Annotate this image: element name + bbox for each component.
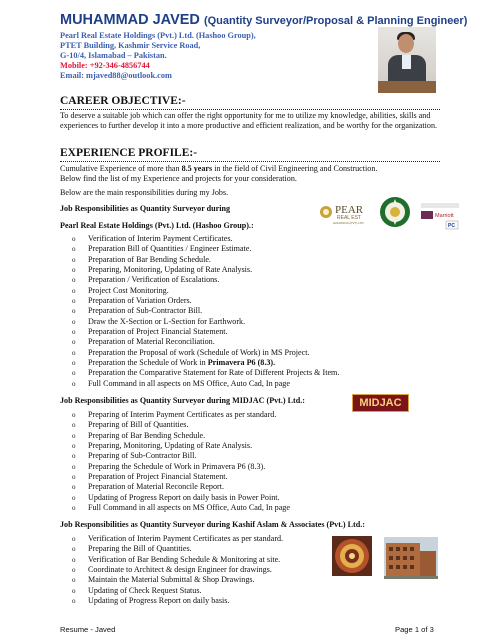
pearl-logo-sub: REAL EST xyxy=(337,215,361,221)
contact-line: G-10/4, Islamabad – Pakistan. xyxy=(60,51,167,60)
list-item: o Preparing the Bill of Quantities. xyxy=(72,544,283,554)
experience-text-before: Cumulative Experience of more than xyxy=(60,164,182,173)
job3-list xyxy=(72,534,283,606)
list-item: o Preparation of Project Financial Statement. xyxy=(72,472,290,482)
list-item: o Preparing, Monitoring, Updating of Rate Analysis. xyxy=(72,265,339,275)
experience-line2: Below find the list of my Experience and projects for your consideration. xyxy=(60,174,297,184)
list-item: o Verification of Interim Payment Certificates as per standard. xyxy=(72,534,283,544)
list-item: o Updating of Check Request Status. xyxy=(72,586,283,596)
career-objective-heading: CAREER OBJECTIVE:- xyxy=(60,95,440,110)
list-item: o Maintain the Material Submittal & Shop Drawings. xyxy=(72,575,283,585)
experience-profile-heading: EXPERIENCE PROFILE:- xyxy=(60,147,440,162)
name-text: MUHAMMAD JAVED xyxy=(60,12,200,28)
list-item: o Verification of Interim Payment Certificates. xyxy=(72,234,339,244)
job1-company: Pearl Real Estate Holdings (Pvt.) Ltd. (Hashoo Group).: xyxy=(60,221,254,230)
experience-summary xyxy=(60,164,444,184)
experience-years: 8.5 years xyxy=(181,164,213,173)
midjac-logo xyxy=(352,394,409,412)
job2-list xyxy=(72,410,290,513)
building-photo xyxy=(384,537,438,579)
list-item: o Coordinate to Architect & design Engineer for drawings. xyxy=(72,565,283,575)
pearl-logo-text: PEAR xyxy=(335,204,364,216)
email-address: Email: mjaved88@outlook.com xyxy=(60,71,172,80)
list-item-text: Preparation the Schedule of Work in xyxy=(88,358,208,368)
contact-line: Pearl Real Estate Holdings (Pvt.) Ltd. (Hashoo Group), xyxy=(60,31,256,40)
role-text: (Quantity Surveyor/Proposal & Planning Engineer) xyxy=(203,15,468,27)
list-item: o Preparing, Monitoring, Updating of Rate Analysis. xyxy=(72,441,290,451)
footer-left: Resume - Javed xyxy=(60,625,116,634)
list-item: o Preparing of Sub-Contractor Bill. xyxy=(72,451,290,461)
list-item: o Preparation of Project Financial Statement. xyxy=(72,327,339,337)
list-item xyxy=(72,358,339,368)
marriott-logo-text: Marriott xyxy=(435,213,454,219)
list-item: o Full Command in all aspects on MS Office, Auto Cad, In page xyxy=(72,503,290,513)
experience-text-after: in the field of Civil Engineering and Construction. xyxy=(212,164,378,173)
list-item: o Preparation the Comparative Statement for Rate of Different Projects & Item. xyxy=(72,368,339,378)
list-item: o Updating of Progress Report on daily basis. xyxy=(72,596,283,606)
list-item: o Preparation / Verification of Escalations. xyxy=(72,275,339,285)
footer-page-number: Page 1 of 3 xyxy=(395,625,434,634)
list-item: o Project Cost Monitoring. xyxy=(72,286,339,296)
hotel-logos xyxy=(420,202,460,230)
pearl-logo xyxy=(318,201,373,225)
list-item: o Draw the X-Section or L-Section for Earthwork. xyxy=(72,317,339,327)
list-item: o Preparation of Variation Orders. xyxy=(72,296,339,306)
job3-heading: Job Responsibilities as Quantity Surveyor during Kashif Aslam & Associates (Pvt.) Ltd.: xyxy=(60,520,365,529)
contact-line: PTET Building, Kashmir Service Road, xyxy=(60,41,201,50)
list-item: o Preparing of Bill of Quantities. xyxy=(72,420,290,430)
list-item: o Preparation Bill of Quantities / Engineer Estimate. xyxy=(72,244,339,254)
profile-photo xyxy=(378,27,436,93)
ornament-image xyxy=(332,536,372,576)
list-item: o Preparation of Sub-Contractor Bill. xyxy=(72,306,339,316)
job1-heading: Job Responsibilities as Quantity Surveyor during xyxy=(60,204,231,213)
pc-logo-text: PC xyxy=(448,223,455,229)
green-seal-logo xyxy=(378,195,412,229)
midjac-logo-text: MIDJAC xyxy=(359,397,402,409)
list-item: o Updating of Progress Report on daily basis in Power Point. xyxy=(72,493,290,503)
list-item: o Preparation of Bar Bending Schedule. xyxy=(72,255,339,265)
list-item: o Preparation of Material Reconcile Report. xyxy=(72,482,290,492)
job1-list xyxy=(72,234,339,389)
contact-block xyxy=(60,31,256,81)
list-item: o Preparing of Interim Payment Certificates as per standard. xyxy=(72,410,290,420)
pearl-logo-small: HOLDINGS (PVT) LTD xyxy=(333,221,364,225)
candidate-name xyxy=(60,12,467,28)
list-item: o Preparing of Bar Bending Schedule. xyxy=(72,431,290,441)
list-item: o Preparation the Proposal of work (Schedule of Work) in MS Project. xyxy=(72,348,339,358)
list-item: o Preparation of Material Reconciliation. xyxy=(72,337,339,347)
list-item: o Full Command in all aspects on MS Office, Auto Cad, In page xyxy=(72,379,339,389)
mobile-number: Mobile: +92-346-4856744 xyxy=(60,61,150,70)
responsibilities-intro: Below are the main responsibilities during my Jobs. xyxy=(60,188,229,197)
career-objective-text: To deserve a suitable job which can offer the right opportunity for me to utilize my knowledge, abilities, skills and experiences to further develop it into a more productive and efficient realization, and be worthy for the organization. xyxy=(60,111,438,131)
list-item: o Preparing the Schedule of Work in Primavera P6 (8.3). xyxy=(72,462,290,472)
job2-heading: Job Responsibilities as Quantity Surveyor during MIDJAC (Pvt.) Ltd.: xyxy=(60,396,305,405)
list-item: o Verification of Bar Bending Schedule & Monitoring at site. xyxy=(72,555,283,565)
primavera-bold: Primavera P6 (8.3). xyxy=(207,358,276,368)
